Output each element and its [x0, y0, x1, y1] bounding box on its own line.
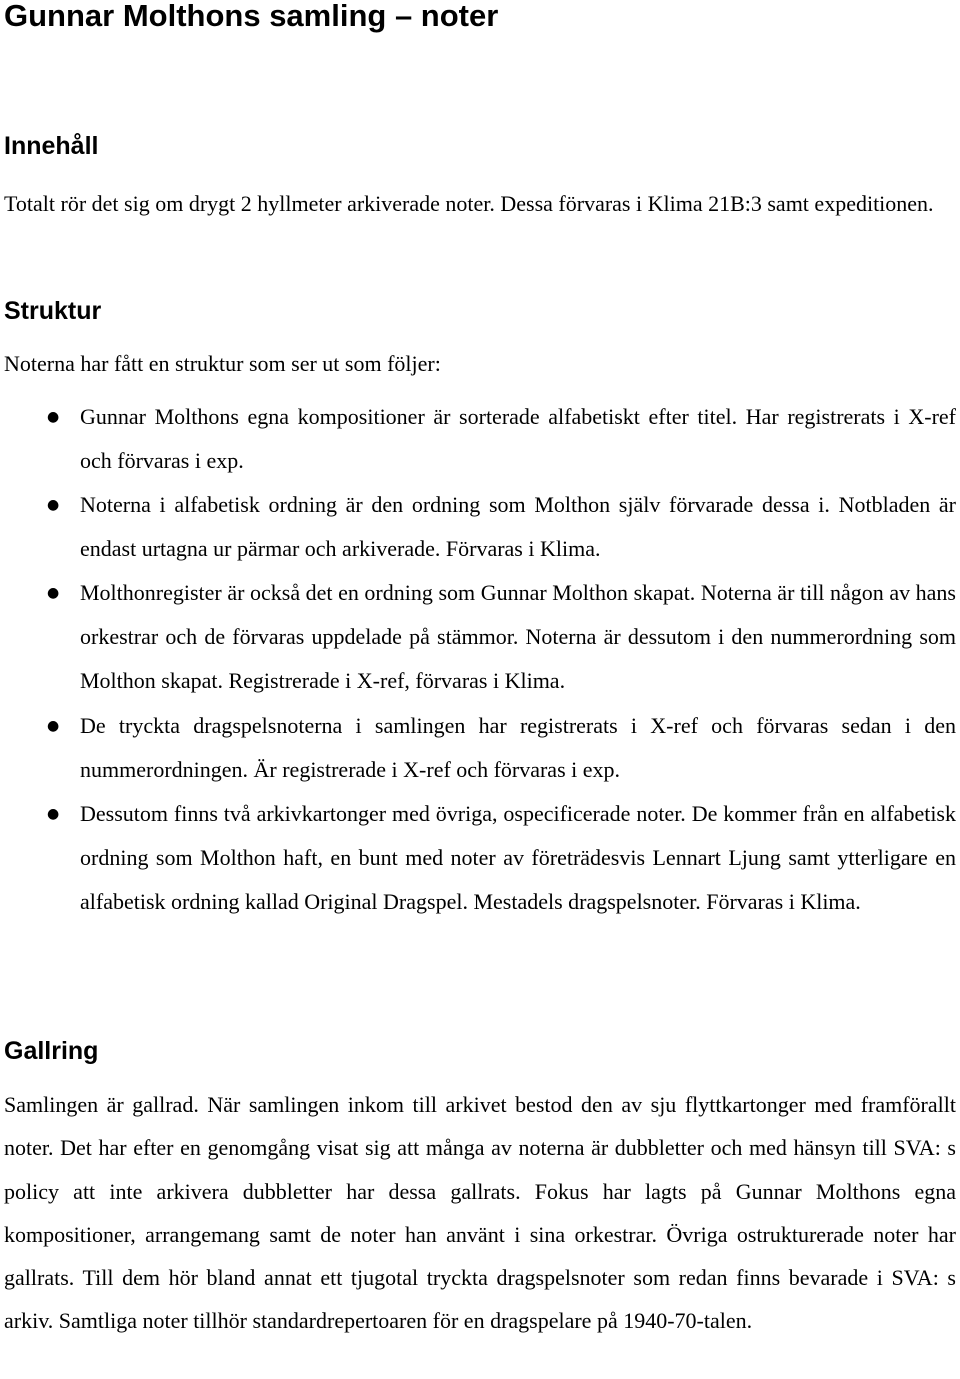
bullet-dot-icon: ● — [47, 409, 60, 425]
list-item-text: Dessutom finns två arkivkartonger med övriga, ospecificerade noter. De kommer från en alfabetisk ordning som Molthon haft, en bunt med noter av företrädesvis Lennart Ljung samt ytterligare en alfabetisk ordning kallad Original Dragspel. Mestadels dragspelsnoter. Förvaras i Klima. — [80, 801, 956, 914]
list-item-text: Gunnar Molthons egna kompositioner är sorterade alfabetiskt efter titel. Har registrerats i X-ref och förvaras i exp. — [80, 404, 956, 473]
gallring-paragraph: Samlingen är gallrad. När samlingen inkom till arkivet bestod den av sju flyttkartonger med framförallt noter. Det har efter en genomgång visat sig att många av noterna är dubbletter och med hänsyn till SVA: s policy att inte arkivera dubbletter har dessa gallrats. Fokus har lagts på Gunnar Molthons egna kompositioner, arrangemang samt de noter han använt i sina orkestrar. Övriga ostrukturerade noter har gallrats. Till dem hör bland annat ett tjugotal tryckta dragspelsnoter som redan finns bevarade i SVA: s arkiv. Samtliga noter tillhör standardrepertoaren för en dragspelare på 1940-70-talen. — [4, 1092, 956, 1334]
list-item — [47, 483, 956, 571]
list-item-text: De tryckta dragspelsnoterna i samlingen har registrerats i X-ref och förvaras sedan i den nummerordningen. Är registrerade i X-ref och förvaras i exp. — [80, 713, 956, 782]
section-heading-innehall: Innehåll — [4, 132, 99, 160]
section-heading-struktur: Struktur — [4, 297, 102, 325]
bullet-dot-icon: ● — [47, 497, 60, 513]
list-item-text: Molthonregister är också det en ordning som Gunnar Molthon skapat. Noterna är till någon av hans orkestrar och de förvaras uppdelade på stämmor. Noterna är dessutom i den nummerordning som Molthon skapat. Registrerade i X-ref, förvaras i Klima. — [80, 580, 956, 693]
bullet-dot-icon: ● — [47, 806, 60, 822]
list-item — [47, 704, 956, 792]
list-item — [47, 571, 956, 703]
innehall-paragraph: Totalt rör det sig om drygt 2 hyllmeter arkiverade noter. Dessa förvaras i Klima 21B:3 samt expeditionen. — [4, 191, 934, 216]
document-title: Gunnar Molthons samling – noter — [4, 0, 499, 33]
bullet-dot-icon: ● — [47, 718, 60, 734]
struktur-intro: Noterna har fått en struktur som ser ut som följer: — [4, 351, 441, 376]
bullet-dot-icon: ● — [47, 585, 60, 601]
list-item — [47, 792, 956, 924]
list-item-text: Noterna i alfabetisk ordning är den ordning som Molthon själv förvarade dessa i. Notbladen är endast urtagna ur pärmar och arkiverade. Förvaras i Klima. — [80, 492, 956, 561]
list-item — [47, 395, 956, 483]
section-heading-gallring: Gallring — [4, 1037, 99, 1065]
